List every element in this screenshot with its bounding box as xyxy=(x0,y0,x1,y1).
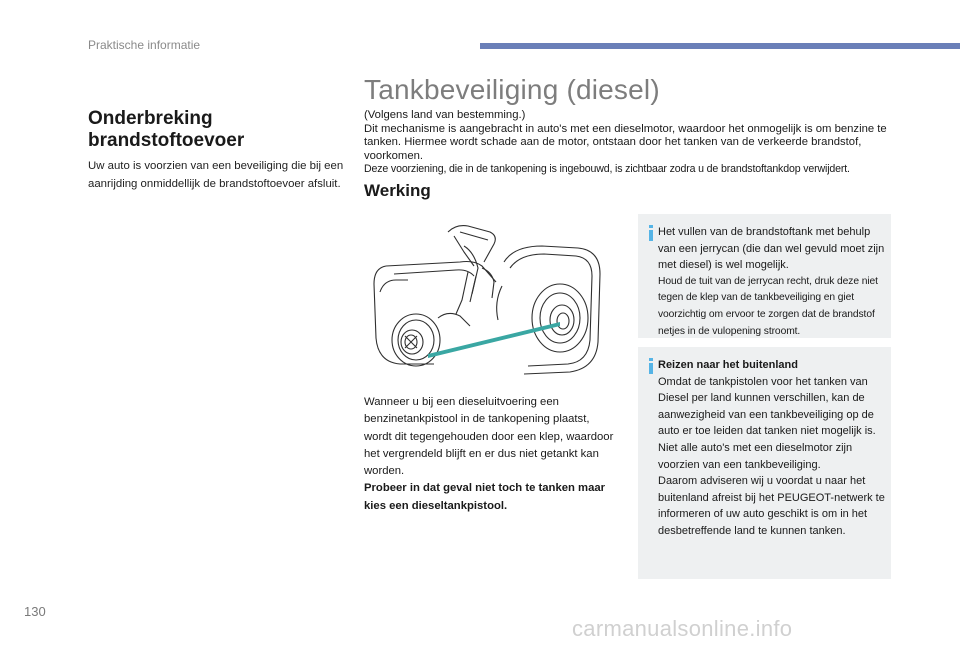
info-line: Daarom adviseren wij u voordat u naar het buitenland afreist bij het PEUGEOT-netwerk te informeren of uw auto geschikt is om in het desbetreffende land te kunnen tanken. xyxy=(658,475,885,537)
callout-pointer xyxy=(428,322,560,358)
intro-text xyxy=(364,109,904,177)
subsection-title-werking: Werking xyxy=(364,181,431,200)
werking-paragraph: Wanneer u bij een dieseluitvoering een benzinetankpistool in de tankopening plaatst, wordt dit tegengehouden door een klep, waardoor het vergrendeld blijft en er dus niet getankt kan worden. xyxy=(364,396,614,478)
werking-warning: Probeer in dat geval niet toch te tanken maar kies een dieseltankpistool. xyxy=(364,482,606,512)
info-line: Omdat de tankpistolen voor het tanken van Diesel per land kunnen verschillen, kan de aanwezigheid van een tankbeveiliging op de auto er toe leiden dat tanken niet mogelijk is. xyxy=(658,375,876,438)
section-header: Praktische informatie xyxy=(88,38,201,52)
info-icon xyxy=(647,225,655,241)
intro-line: (Volgens land van bestemming.) xyxy=(364,109,526,121)
info-box-abroad xyxy=(638,347,891,579)
page-number: 130 xyxy=(24,604,46,619)
header-accent-bar xyxy=(480,43,960,49)
info-line: Niet alle auto's met een dieselmotor zijn voorzien van een tankbeveiliging. xyxy=(658,441,853,471)
section-title-fuel-cutoff xyxy=(88,108,358,152)
watermark: carmanualsonline.info xyxy=(572,616,793,641)
fuel-filler-illustration xyxy=(364,222,626,384)
info-line: Het vullen van de brandstoftank met behulp van een jerrycan (die dan wel gevuld moet zijn met diesel) is wel mogelijk. xyxy=(658,226,885,272)
fuel-cutoff-text: Uw auto is voorzien van een beveiliging die bij een aanrijding onmiddellijk de brandstoftoevoer afsluit. xyxy=(88,160,344,190)
intro-line: Deze voorziening, die in de tankopening is ingebouwd, is zichtbaar zodra u de brandstoftankdop verwijdert. xyxy=(364,163,850,176)
info-line: Houd de tuit van de jerrycan recht, druk deze niet tegen de klep van de tankbeveiliging en giet voorzichtig om ervoor te zorgen dat de brandstof netjes in de vulopening stroomt. xyxy=(658,275,878,337)
page-title: Tankbeveiliging (diesel) xyxy=(364,74,660,105)
info-icon xyxy=(647,358,655,374)
werking-text xyxy=(364,394,614,515)
intro-line: Dit mechanisme is aangebracht in auto's met een dieselmotor, waardoor het onmogelijk is om benzine te tanken. Hiermee wordt schade aan de motor, ontstaan door het tanken van de verkeerde brandstof, voorkomen. xyxy=(364,122,887,162)
title-line: Onderbreking xyxy=(88,108,213,129)
info-box-jerrycan xyxy=(638,214,891,338)
info-box-title: Reizen naar het buitenland xyxy=(658,359,798,371)
title-line: brandstoftoevoer xyxy=(88,130,245,151)
